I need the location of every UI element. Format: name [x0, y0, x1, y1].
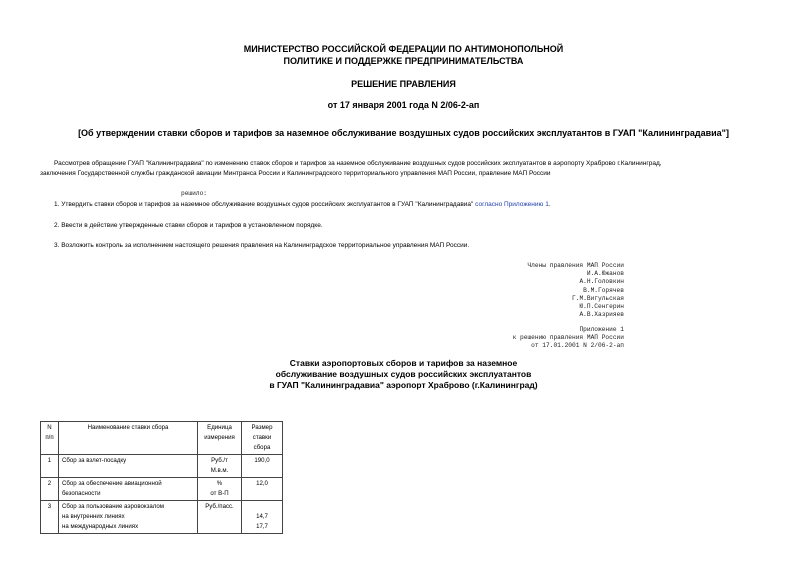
table-row: [41, 455, 283, 478]
row-unit: [198, 478, 242, 501]
header-num-label: N: [47, 424, 52, 431]
header-num: [41, 422, 59, 455]
signatures-heading: Члены правления МАП России: [527, 262, 624, 269]
decision-heading: РЕШЕНИЕ ПРАВЛЕНИЯ: [351, 79, 456, 89]
row-name-line: на внутренних линиях: [62, 513, 125, 520]
row-unit: [198, 455, 242, 478]
row-value: [242, 501, 283, 534]
appendix-reference: [513, 326, 624, 351]
item-3: 3. Возложить контроль за исполнением настоящего решения правления на Калининградское территориальное управления МАП России.: [54, 242, 470, 249]
row-unit-line: %: [216, 480, 223, 487]
row-unit-line: М.в.м.: [210, 467, 229, 474]
row-value: 12,0: [242, 478, 283, 501]
header-unit-label: измерения: [204, 434, 235, 441]
row-unit: Руб./пасс.: [198, 501, 242, 534]
signature-name: Ю.П.Сенгерин: [579, 303, 624, 311]
table-row: [41, 501, 283, 534]
ministry-name-line1: МИНИСТЕРСТВО РОССИЙСКОЙ ФЕДЕРАЦИИ ПО АНТИМОНОПОЛЬНОЙ: [243, 44, 564, 54]
document-title: [Об утверждении ставки сборов и тарифов за наземное обслуживание воздушных судов российских эксплуатантов в ГУАП "Калининградавиа"]: [78, 128, 729, 138]
row-name: [59, 478, 198, 501]
appendix-1-link[interactable]: согласно Приложению 1: [475, 201, 549, 208]
header-size-label: Размер: [251, 424, 273, 431]
intro-line-1: Рассмотрев обращение ГУАП "Калининградавиа" по изменению ставок сборов и тарифов за наземное обслуживание воздушных судов российских эксплуатантов в аэропорту Храброво г.Калининград,: [54, 160, 662, 167]
header-num-label: п/п: [45, 434, 54, 441]
appendix-title-line3: в ГУАП "Калининградавиа" аэропорт Храброво (г.Калининград): [269, 380, 538, 390]
table-header-row: [41, 422, 283, 455]
row-num: 3: [41, 501, 59, 534]
intro-line-2: заключения Государственной службы гражданской авиации Минтранса России и Калининградского территориального управления МАП России, правление МАП России: [40, 170, 551, 177]
row-name-line: Сбор за пользование аэровокзалом: [62, 503, 165, 510]
rates-table: [40, 421, 283, 534]
signature-name: А.Н.Головкин: [579, 278, 624, 286]
header-name: Наименование ставки сбора: [59, 422, 198, 455]
appendix-date-ref: от 17.01.2001 N 2/06-2-ап: [531, 342, 624, 350]
row-value-line: 17,7: [256, 523, 268, 530]
row-value-spacer: [245, 502, 279, 512]
row-name: [59, 501, 198, 534]
row-num: 2: [41, 478, 59, 501]
header-size-label: ставки: [252, 434, 272, 441]
row-name-line: Сбор за обеспечение авиационной: [62, 480, 162, 487]
appendix-title-line1: Ставки аэропортовых сборов и тарифов за наземное: [289, 358, 518, 368]
row-unit-line: от В-П: [210, 490, 229, 497]
signature-name: И.А.Южанов: [586, 270, 624, 278]
header-unit-label: Единица: [207, 424, 232, 431]
ministry-name-line2: ПОЛИТИКЕ И ПОДДЕРЖКЕ ПРЕДПРИНИМАТЕЛЬСТВА: [283, 56, 524, 66]
header-size: [242, 422, 283, 455]
decision-date: от 17 января 2001 года N 2/06-2-ап: [327, 100, 480, 110]
item-1: [54, 201, 551, 208]
header-size-label: сбора: [253, 444, 271, 451]
appendix-title-line2: обслуживание воздушных судов российских эксплуатантов: [275, 369, 532, 379]
table-row: [41, 478, 283, 501]
signature-name: А.В.Хазрияев: [579, 311, 624, 319]
header-unit: [198, 422, 242, 455]
row-value-line: 14,7: [256, 513, 268, 520]
item-2: 2. Ввести в действие утвержденные ставки сборов и тарифов в установленном порядке.: [54, 222, 323, 229]
row-unit-line: Руб./т: [211, 457, 228, 464]
signature-name: Г.М.Вигульская: [572, 294, 624, 302]
row-value: 190,0: [242, 455, 283, 478]
signature-name: В.М.Горячев: [583, 286, 624, 294]
item-1-text: 1. Утвердить ставки сборов и тарифов за наземное обслуживание воздушных судов российских эксплуатантов в ГУАП "Калининградавиа": [54, 201, 474, 208]
item-1-end: .: [548, 201, 551, 208]
resolved-label: решило:: [181, 190, 207, 197]
appendix-decision-ref: к решению правления МАП России: [512, 334, 624, 342]
signatures-block: [527, 262, 624, 319]
appendix-label: Приложение 1: [579, 326, 624, 333]
row-name-line: на международных линиях: [62, 523, 139, 530]
row-num: 1: [41, 455, 59, 478]
row-name: Сбор за взлет-посадку: [59, 455, 198, 478]
row-name-line: безопасности: [62, 490, 101, 497]
